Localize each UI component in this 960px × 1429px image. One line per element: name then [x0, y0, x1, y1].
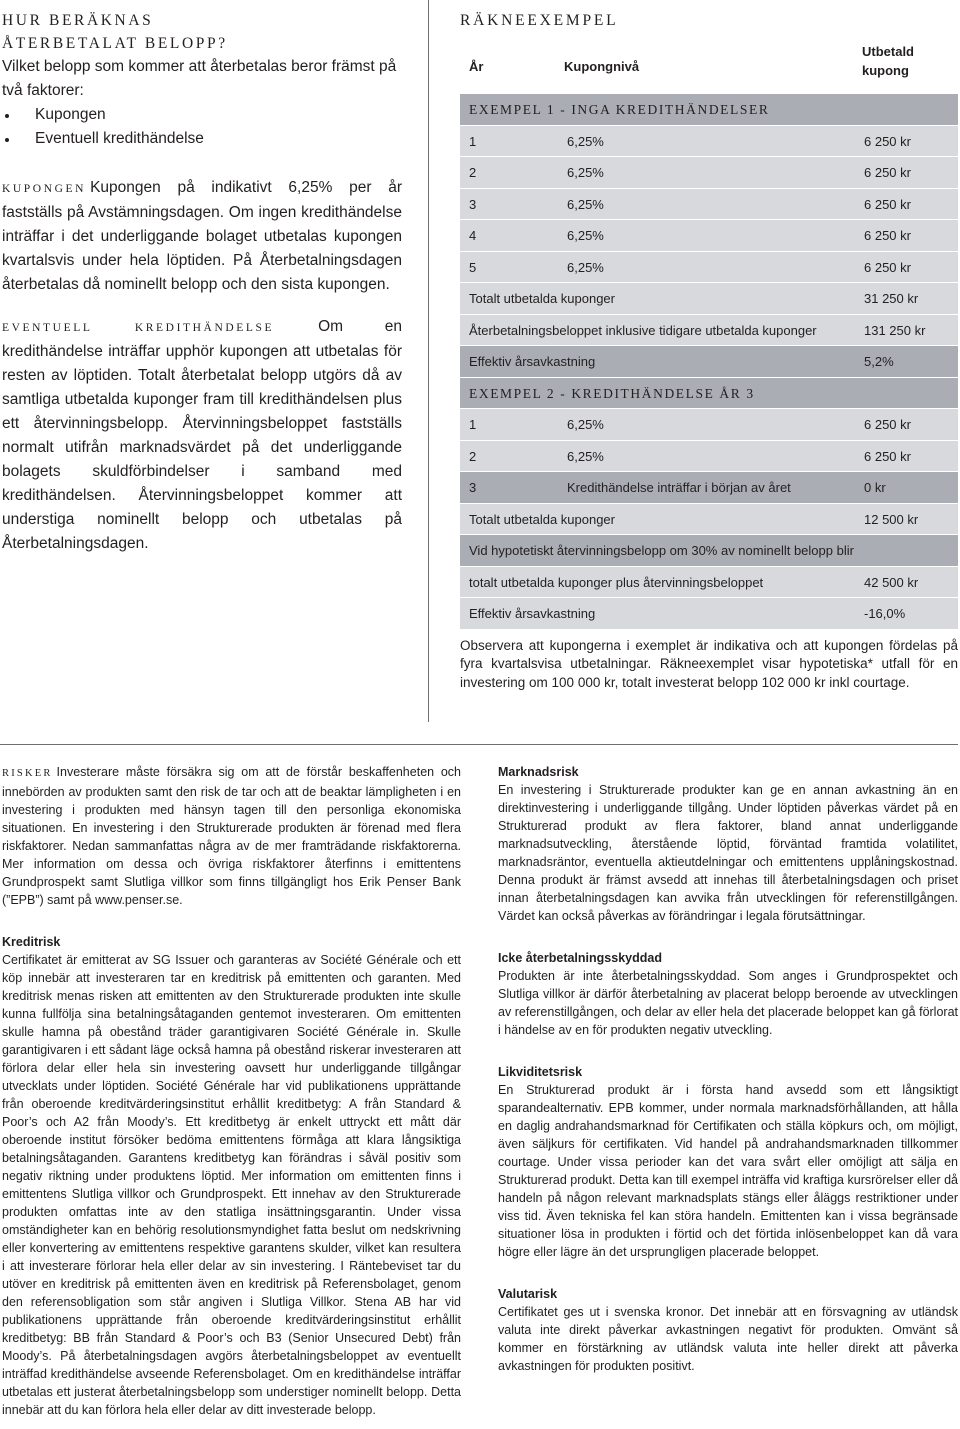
coupon-label: KUPONGEN	[2, 183, 87, 195]
currency-risk-heading: Valutarisk	[498, 1287, 558, 1301]
factor-list	[2, 103, 402, 151]
example-title: RÄKNEEXEMPEL	[460, 12, 619, 29]
yield-row: Effektiv årsavkastning 5,2%	[460, 346, 958, 378]
credit-risk-text: Certifikatet är emitterat av SG Issuer och garanteras av Société Générale och ett köp innebär att investeraren tar en kreditrisk på emittenten och garanten. Med kreditrisk menas risken att emittenten av den Strukturerade produkten inte skulle kunna fullfölja sina betalningsåtaganden gentemot investeraren. Om emittenten skulle hamna på obestånd träder garantigivaren Société Générale in. Skulle garantigivaren i ett sådant läge också hamna på obestånd riskerar investeraren att förlora delar eller hela sin investering oavsett hur underliggande tillgångar utvecklats under löptiden. Société Générale har vid publikationens upprättande från oberoende kreditvärderingsinstitut erhållit kreditbetyg: A från Standard & Poor’s och A2 från Moody’s. Ett kreditbetyg är enkelt uttryckt ett mått där oberoende institut försöker bedöma emittentens förmåga att klara långsiktiga betalningsåtaganden. Garantens kreditbetyg kan förändras i såväl positiv som negativ riktning under produktens löptid. Mer information om emittenten finns i emittentens Slutliga villkor och Grundprospekt. Ett innehav av den Strukturerade produkten omfattas inte av den statliga insättningsgarantin. Under vissa omständigheter kan en behörig resolutionsmyndighet fatta beslut om nedskrivning eller konvertering av emittentens respektive garantens skulder, vilket kan resultera i att investerare förlorar hela eller delar av sin investering. I Räntebeviset tar du utöver en kreditrisk på emittenten även en kreditrisk på Referensbolaget, genom den referensobligation som står angiven i Slutliga Villkor. Stena AB har vid publikationens upprättande från oberoende kreditvärderingsinstitut erhållit kreditbetyg: BB från Standard & Poor’s och B3 (Senior Unsecured Debt) från Moody’s. På återbetalningsdagen avgörs återbetalningsbeloppet av eventuellt inträffad kredithändelse avseende Referensbolaget. Om en kredithändelse inträffar utbetalas ett justerat återbetalningsbelopp som understiger nominellt belopp. Detta innebär att du kan förlora hela eller delar av ditt investerade belopp.	[2, 953, 461, 1417]
column-header-year: År	[469, 59, 484, 74]
no-protection-heading: Icke återbetalningsskyddad	[498, 951, 662, 965]
risks-left-column	[2, 763, 461, 1419]
table-header	[460, 32, 958, 94]
table-row: 3 6,25% 6 250 kr	[460, 189, 958, 221]
list-item: Kupongen	[2, 103, 402, 127]
table-row: 2 6,25% 6 250 kr	[460, 441, 958, 473]
credit-risk-section	[2, 933, 461, 1419]
credit-risk-heading: Kreditrisk	[2, 935, 61, 949]
total-row: Totalt utbetalda kuponger 31 250 kr	[460, 283, 958, 315]
example-2-header: EXEMPEL 2 - KREDITHÄNDELSE ÅR 3	[460, 378, 958, 410]
example-1-header: EXEMPEL 1 - INGA KREDITHÄNDELSER	[460, 94, 958, 126]
coupon-paragraph: KUPONGEN Kupongen på indikativt 6,25% per år fastställs på Avstämningsdagen. Om ingen kredithändelse inträffar i det underliggande bolaget utbetalas kupongen kvartalsvis under hela löptiden. På Återbetalningsdagen återbetalas då nominellt belopp och den sista kupongen.	[2, 179, 402, 293]
total-row: Totalt utbetalda kuponger 12 500 kr	[460, 504, 958, 536]
no-protection-text: Produkten är inte återbetalningsskyddad. Som anges i Grundprospektet och Slutliga villkor är därför återbetalning av placerat belopp beroende av utvecklingen av referenstillgången, och delar av eller hela det placerade beloppet kan gå förlorat i händelse av en för produkten negativ utveckling.	[498, 969, 958, 1037]
market-risk-text: En investering i Strukturerade produkter kan ge en annan avkastning än en direktinvestering i underliggande tillgång. Under löptiden påverkas värdet på en Strukturerad produkt av flera faktorer, bland annat underliggande marknadsutveckling, återstående löptid, förväntad framtida volatilitet, marknadsräntor, eventuella aktieutdelningar och emittentens upplåningskostnad. Denna produkt är främst avsedd att innehas till återbetalningsdagen och priset innan återbetalningsdagen kan avvika från utvecklingen för referenstillgången. Värdet kan också påverkas av förändringar i legala förutsättningar.	[498, 783, 958, 923]
calculation-section	[2, 9, 402, 556]
yield-row: Effektiv årsavkastning -16,0%	[460, 598, 958, 630]
market-risk-heading: Marknadsrisk	[498, 765, 579, 779]
table-row: 1 6,25% 6 250 kr	[460, 126, 958, 158]
market-risk-section	[498, 763, 958, 925]
risks-label: RISKER	[2, 768, 53, 779]
table-row: 5 6,25% 6 250 kr	[460, 252, 958, 284]
table-row: 3 Kredithändelse inträffar i början av året 0 kr	[460, 472, 958, 504]
list-item: Eventuell kredithändelse	[2, 127, 402, 151]
table-row: 2 6,25% 6 250 kr	[460, 157, 958, 189]
horizontal-divider	[0, 744, 958, 745]
liquidity-risk-heading: Likviditetsrisk	[498, 1065, 583, 1079]
example-note: Observera att kupongerna i exemplet är indikativa och att kupongen fördelas på fyra kvartalsvisa utbetalningar. Räkneexemplet visar hypotetiska* utfall för en investering om 100 000 kr, totalt investerat belopp 102 000 kr inkl courtage.	[460, 637, 958, 690]
table-row: 1 6,25% 6 250 kr	[460, 409, 958, 441]
example-table	[460, 94, 958, 630]
vertical-divider	[428, 0, 429, 722]
column-header-paid: Utbetald kupong	[862, 44, 914, 78]
risks-right-column	[498, 763, 958, 1375]
example-section	[460, 9, 958, 692]
table-row: 4 6,25% 6 250 kr	[460, 220, 958, 252]
intro-text: Vilket belopp som kommer att återbetalas beror främst på två faktorer:	[2, 58, 397, 99]
currency-risk-text: Certifikatet ges ut i svenska kronor. Det innebär att en försvagning av utländsk valuta inte direkt påverkar avkastningen negativt för produkten. Omvänt så kommer en förstärkning av utländsk valuta inte heller direkt att påverka avkastningen för produkten positivt.	[498, 1305, 958, 1373]
repayment-row: Återbetalningsbeloppet inklusive tidigare utbetalda kuponger 131 250 kr	[460, 315, 958, 347]
section-heading: HUR BERÄKNAS ÅTERBETALAT BELOPP?	[2, 12, 228, 52]
sum-row: totalt utbetalda kuponger plus återvinningsbeloppet 42 500 kr	[460, 567, 958, 599]
column-header-level: Kupongnivå	[564, 59, 640, 74]
risks-intro: RISKER Investerare måste försäkra sig om att de förstår beskaffenheten och innebörden av produkten samt den risk de tar och att de beaktar lämpligheten i en investering i produkten med hänsyn tagen till den personliga ekonomiska situationen. En investering i den Strukturerade produkten är förenad med flera riskfaktorer. Nedan sammanfattas några av de mer framträdande riskfaktorerna. Mer information om dessa och övriga riskfaktorer återfinns i emittentens Grundprospekt samt Slutliga villkor som finns tillgängligt hos Erik Penser Bank (”EPB”) samt på www.penser.se.	[2, 765, 461, 907]
liquidity-risk-section	[498, 1063, 958, 1261]
no-protection-section	[498, 949, 958, 1039]
currency-risk-section	[498, 1285, 958, 1375]
credit-event-label: EVENTUELL KREDITHÄNDELSE	[2, 322, 275, 334]
credit-event-paragraph: EVENTUELL KREDITHÄNDELSE Om en kredithändelse inträffar upphör kupongen att utbetalas för resten av löptiden. Totalt återbetalat belopp utgörs då av samtliga utbetalda kuponger fram till kredithändelsen plus ett återvinningsbelopp. Återvinningsbeloppet fastställs normalt utifrån marknadsvärdet på det underliggande bolagets skuldförbindelser i samband med kredithändelsen. Återvinningsbeloppet kommer att understiga nominellt belopp och utbetalas på Återbetalningsdagen.	[2, 318, 402, 552]
hypothetical-row: Vid hypotetiskt återvinningsbelopp om 30% av nominellt belopp blir	[460, 535, 958, 567]
liquidity-risk-text: En Strukturerad produkt är i första hand avsedd som ett långsiktigt sparandealternativ. EPB kommer, under normala marknadsförhållanden, att hålla en daglig andrahandsmarknad för Certifikaten och ställa köpkurs och, om möjligt, även säljkurs för certifikaten. Vid handel på andrahandsmarknaden tillkommer courtage. Under vissa perioder kan det vara svårt eller omöjligt att sälja en Strukturerad produkt. Detta kan till exempel inträffa vid kraftiga kursrörelser eller då handeln på någon relevant marknadsplats stängs eller åläggs restriktioner under viss tid. Även tekniska fel kan störa handeln. Emittenten kan i vissa begränsade situationer lösa in produkten i förtid och det förtida inlösenbeloppet kan då vara högre eller lägre än det ursprungligen placerade beloppet.	[498, 1083, 958, 1259]
